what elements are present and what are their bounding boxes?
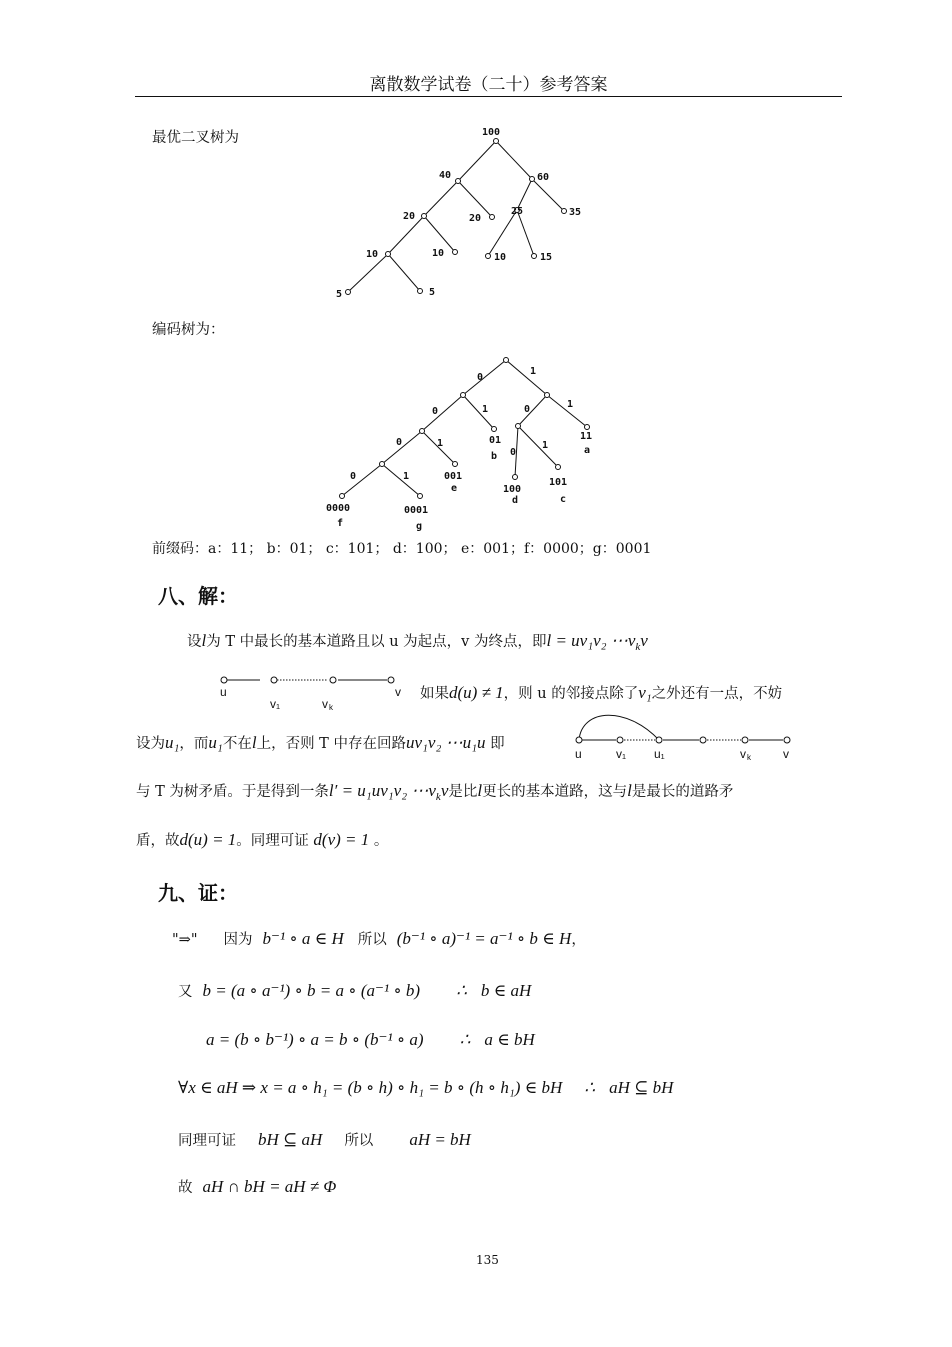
text: 所以 (344, 1133, 374, 1149)
tree-node (418, 494, 423, 499)
path-diagram-1 (215, 672, 405, 712)
math-sub: k (635, 640, 641, 653)
math-du: d(u) = 1 (179, 830, 237, 849)
s8-line-1 (187, 630, 648, 653)
math-u1: u₁ (208, 733, 223, 752)
vertex-label: v (783, 747, 789, 761)
prefix-code-line: 前缀码：a：11； b：01； c：101； d：100； e：001；f：0000；g：0001 (152, 541, 652, 557)
text: 是比 (448, 784, 478, 800)
math: b⁻¹ ∘ a ∈ H (262, 929, 344, 948)
math: aH = bH (409, 1130, 471, 1149)
vertex-label: v₁ (270, 697, 281, 711)
tree-node (456, 179, 461, 184)
tree-node (545, 393, 550, 398)
edge-label: 0 (524, 404, 531, 415)
text: 更长的基本道路，这与 (482, 784, 628, 800)
tree-node (453, 462, 458, 467)
code-tree-label: 编码树为： (152, 322, 225, 338)
tree-node (422, 214, 427, 219)
tree-node (380, 462, 385, 467)
section-8-title: 八、解： (158, 584, 238, 608)
leaf-code: 001 (444, 471, 463, 482)
text: 如果 (420, 686, 449, 702)
leaf-letter: b (491, 451, 498, 462)
node-label: 10 (494, 252, 507, 263)
s9-line-4 (178, 1078, 673, 1098)
text: 故 (178, 1180, 193, 1196)
s8-line-3 (136, 732, 505, 753)
math: b ∈ aH (480, 981, 532, 1000)
text: 因为 (223, 932, 253, 948)
vertex-sub: k (747, 753, 751, 762)
math-sub: k (435, 790, 441, 803)
tree-node (585, 425, 590, 430)
tree-node (346, 290, 351, 295)
tree-node (494, 139, 499, 144)
math-cycle: uv₁v₂ ⋯u₁u (405, 733, 486, 752)
math: aH ⊆ bH (609, 1078, 674, 1097)
text: 。同理可证 (236, 833, 314, 849)
text: 设为 (136, 736, 165, 752)
node-label: 35 (569, 207, 582, 218)
edge-label: 1 (403, 471, 410, 482)
text: ，而 (179, 736, 209, 752)
s9-line-6 (178, 1176, 336, 1197)
math: (b⁻¹ ∘ a)⁻¹ = a⁻¹ ∘ b ∈ H (396, 929, 572, 948)
tree-node (532, 254, 537, 259)
vertex-label: v (322, 697, 328, 711)
vertex-label: v (395, 685, 401, 699)
tree-node (530, 177, 535, 182)
edge-label: 1 (482, 404, 489, 415)
node-label: 5 (336, 289, 343, 300)
s8-line-2 (420, 682, 782, 703)
edge-label: 0 (432, 406, 439, 417)
math-l: l (477, 781, 483, 800)
node-label: 40 (439, 170, 452, 181)
leaf-letter: e (451, 483, 458, 494)
therefore: ∴ (456, 981, 467, 1000)
text: 上，否则 T 中存在回路 (256, 736, 406, 752)
text: 盾，故 (136, 833, 180, 849)
tree-node (504, 358, 509, 363)
vertex-sub: k (329, 703, 333, 712)
text: 设 (187, 634, 202, 650)
math-l: l (201, 631, 207, 650)
math: bH ⊆ aH (258, 1130, 323, 1149)
tree-node (453, 250, 458, 255)
leaf-code: 11 (580, 431, 593, 442)
tree-node (492, 427, 497, 432)
tree-node (461, 393, 466, 398)
s8-line-4 (136, 780, 733, 803)
tree-node (486, 254, 491, 259)
math-path: l = uv₁v₂ ⋯v (546, 631, 636, 650)
text: 不在 (222, 736, 252, 752)
path-diagram-2 (572, 708, 802, 764)
math-du: d(u) ≠ 1 (449, 683, 504, 702)
optimal-tree-diagram (0, 0, 952, 320)
tree-node (418, 289, 423, 294)
text: 为 T 中最长的基本道路且以 u 为起点，v 为终点，即 (206, 634, 547, 650)
tree-node (562, 209, 567, 214)
edge-label: 0 (477, 372, 484, 383)
text: 又 (178, 984, 193, 1000)
leaf-letter: c (560, 494, 567, 505)
s9-line-3 (206, 1030, 535, 1050)
leaf-code: 100 (503, 484, 522, 495)
edge-label: 1 (567, 399, 574, 410)
edge-label: 1 (542, 440, 549, 451)
tree-node (340, 494, 345, 499)
math: aH ∩ bH = aH ≠ Φ (202, 1177, 337, 1196)
page-header: 离散数学试卷（二十）参考答案 (369, 75, 608, 95)
math-l: l (627, 781, 632, 800)
text: 同理可证 (178, 1133, 236, 1149)
math: ∀x ∈ aH ⇒ x = a ∘ h₁ = (b ∘ h) ∘ h₁ = b ∘ (h ∘ h₁) ∈ bH (178, 1078, 563, 1097)
leaf-letter: a (584, 445, 591, 456)
leaf-code: 101 (549, 477, 568, 488)
vertex-label: u₁ (654, 747, 665, 761)
arrow-mark: "⇒" (172, 932, 198, 948)
node-label: 10 (432, 248, 445, 259)
leaf-code: 0000 (326, 503, 351, 514)
edge-label: 1 (437, 438, 444, 449)
math: b = (a ∘ a⁻¹) ∘ b = a ∘ (a⁻¹ ∘ b) (202, 981, 421, 1000)
math-v1: v₁ (638, 683, 652, 702)
node-label: 10 (366, 249, 379, 260)
text: ， (571, 932, 586, 948)
page-number: 135 (476, 1253, 499, 1267)
math-dv: d(v) = 1 (313, 830, 370, 849)
edge-label: 0 (510, 447, 517, 458)
leaf-letter: g (416, 521, 423, 532)
node-label: 20 (469, 213, 482, 224)
tree-node (556, 465, 561, 470)
leaf-code: 0001 (404, 505, 429, 516)
edge-label: 0 (350, 471, 357, 482)
math: a ∈ bH (484, 1030, 535, 1049)
leaf-letter: d (512, 495, 519, 506)
math-l: l (251, 733, 257, 752)
tree-node (386, 252, 391, 257)
optimal-tree-label: 最优二叉树为 (152, 130, 239, 146)
math: a = (b ∘ b⁻¹) ∘ a = b ∘ (b⁻¹ ∘ a) (206, 1030, 424, 1049)
tree-node (420, 429, 425, 434)
math-v: v (640, 631, 648, 650)
vertex-label: u (220, 685, 227, 699)
s8-line-5 (136, 829, 388, 850)
tree-node (513, 475, 518, 480)
node-label: 25 (511, 206, 524, 217)
section-9-title: 九、证： (158, 881, 238, 905)
text: 即 (485, 736, 505, 752)
text: 与 T 为树矛盾。于是得到一条 (136, 784, 329, 800)
node-label: 5 (429, 287, 436, 298)
vertex-label: u (575, 747, 582, 761)
text: 是最长的道路矛 (631, 784, 734, 800)
node-label: 100 (482, 127, 501, 138)
tree-node (516, 424, 521, 429)
vertex-label: v₁ (616, 747, 627, 761)
s9-line-1 (172, 928, 586, 949)
tree-node (490, 215, 495, 220)
therefore: ∴ (584, 1078, 596, 1097)
math-u1: u₁ (165, 733, 180, 752)
s9-line-5 (178, 1129, 471, 1150)
math-v: v (440, 781, 449, 800)
node-label: 20 (403, 211, 416, 222)
node-label: 15 (540, 252, 553, 263)
s9-line-2 (178, 980, 531, 1001)
therefore: ∴ (459, 1030, 471, 1049)
leaf-letter: f (337, 518, 344, 529)
edge-label: 0 (396, 437, 403, 448)
text: 之外还有一点，不妨 (651, 686, 783, 702)
text: ，则 u 的邻接点除了 (503, 686, 639, 702)
vertex-label: v (740, 747, 746, 761)
leaf-code: 01 (489, 435, 502, 446)
text: 。 (369, 833, 389, 849)
code-tree-diagram (0, 340, 952, 540)
math-lprime: l′ = u₁uv₁v₂ ⋯v (328, 781, 436, 800)
edge-label: 1 (530, 366, 537, 377)
node-label: 60 (537, 172, 550, 183)
text: 所以 (357, 932, 387, 948)
